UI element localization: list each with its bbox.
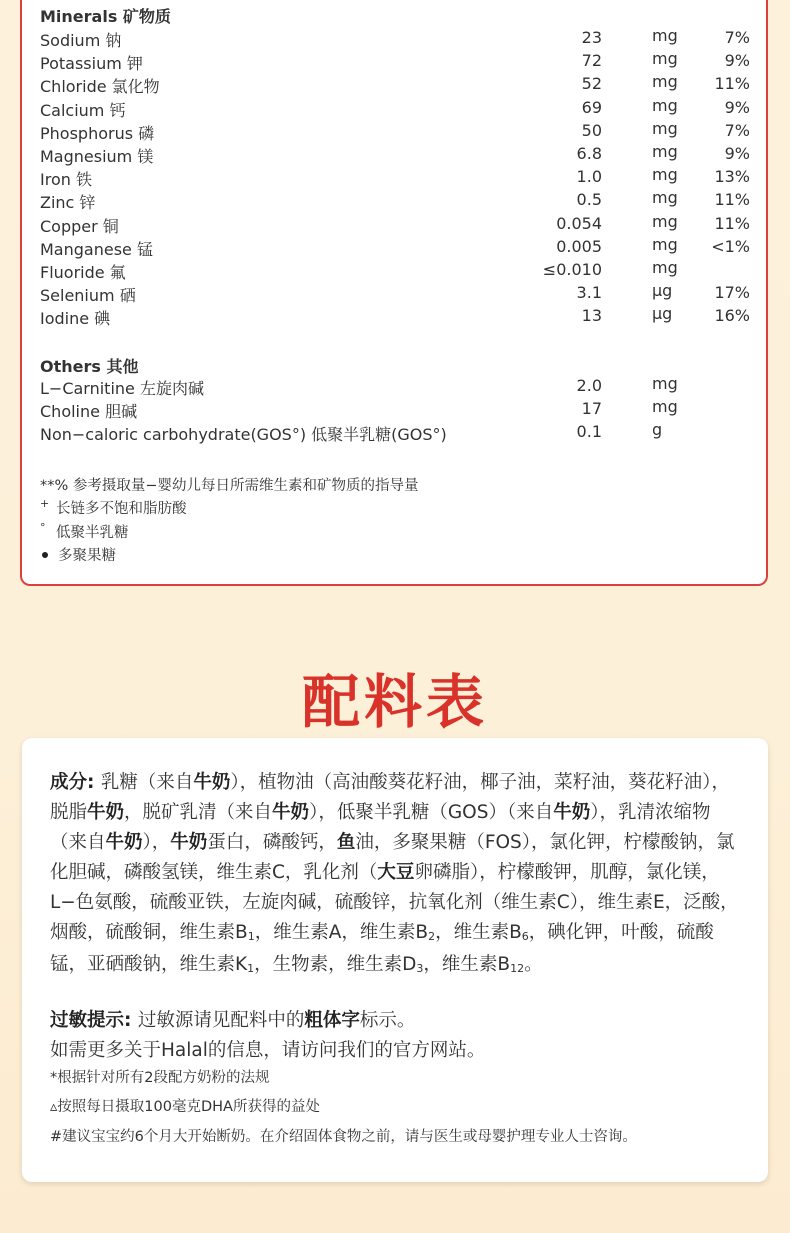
note-weaning: #建议宝宝约6个月大开始断奶。在介绍固体食物之前，请与医生或母婴护理专业人士咨询。 (50, 1129, 637, 1145)
nutrient-unit: mg (652, 118, 678, 138)
ingredients-panel (22, 738, 768, 1182)
nutrient-amount: 6.8 (576, 144, 602, 163)
nutrient-amount: 1.0 (576, 167, 602, 187)
footnote-reference: **% 参考摄取量−婴幼儿每日所需维生素和矿物质的指导量 (40, 478, 419, 494)
nutrient-unit: mg (652, 49, 678, 69)
halal-notice: 如需更多关于Halal的信息，请访问我们的官方网站。 (50, 1040, 486, 1061)
nutrient-name: Iron 铁 (40, 170, 92, 190)
nutrient-row (40, 234, 760, 259)
nutrition-panel (20, 0, 768, 586)
nutrient-pct: 11% (714, 190, 750, 210)
nutrient-unit: mg (652, 234, 678, 254)
nutrient-name: Magnesium 镁 (40, 147, 154, 166)
plus-symbol: + (40, 497, 50, 510)
bullet-dot-icon (42, 552, 48, 558)
note-dha: ▵按照每日摄取100毫克DHA所获得的益处 (50, 1099, 320, 1115)
nutrient-name: Calcium 钙 (40, 100, 126, 120)
nutrient-amount: 0.5 (576, 190, 602, 210)
nutrient-pct: 13% (714, 167, 750, 187)
nutrient-unit: mg (652, 165, 678, 185)
nutrient-pct: 11% (714, 74, 750, 94)
nutrient-amount: 0.054 (556, 213, 602, 233)
nutrient-unit: mg (652, 374, 678, 393)
nutrient-row (40, 144, 760, 166)
nutrient-name: L−Carnitine 左旋肉碱 (40, 379, 204, 398)
nutrient-row (40, 399, 760, 421)
nutrient-row (40, 306, 760, 328)
nutrient-row (40, 74, 760, 96)
nutrient-amount: 52 (581, 74, 602, 94)
nutrient-name: Potassium 钾 (40, 54, 143, 74)
nutrient-amount: 13 (581, 306, 602, 326)
nutrient-name: Zinc 锌 (40, 193, 96, 213)
nutrient-amount: 2.0 (576, 376, 602, 395)
nutrient-unit: mg (652, 142, 678, 161)
nutrient-unit: mg (652, 188, 678, 208)
nutrient-row (40, 118, 760, 143)
nutrient-pct: 9% (724, 97, 750, 117)
nutrient-name: Sodium 钠 (40, 31, 122, 50)
nutrient-row (40, 211, 760, 236)
nutrient-unit: mg (652, 72, 678, 92)
nutrient-row (40, 190, 760, 212)
nutrient-amount: 69 (581, 97, 602, 117)
nutrient-name: Phosphorus 磷 (40, 123, 155, 143)
nutrient-unit: μg (652, 304, 673, 324)
nutrient-name: Fluoride 氟 (40, 263, 126, 282)
nutrient-row (40, 28, 760, 50)
nutrient-amount: 72 (581, 51, 602, 71)
nutrient-amount: 17 (581, 399, 602, 419)
minerals-heading: Minerals 矿物质 (40, 7, 171, 26)
nutrient-row (40, 51, 760, 73)
nutrient-name: Choline 胆碱 (40, 402, 138, 422)
nutrient-pct: 17% (714, 283, 750, 303)
nutrient-amount: 0.005 (556, 236, 602, 256)
nutrient-name: Chloride 氯化物 (40, 77, 160, 97)
nutrient-pct: <1% (711, 236, 750, 256)
nutrient-unit: mg (652, 26, 678, 45)
allergy-notice: 过敏提示: 过敏源请见配料中的粗体字标示。 (50, 1010, 416, 1031)
nutrient-name: Non−caloric carbohydrate(GOS°) 低聚半乳糖(GOS°) (40, 425, 447, 445)
nutrient-pct: 7% (724, 120, 750, 140)
nutrient-unit: g (652, 420, 663, 440)
nutrient-name: Selenium 硒 (40, 286, 136, 306)
nutrient-row (40, 376, 760, 398)
section-title: 配料表 (301, 668, 488, 736)
nutrient-amount: 3.1 (576, 283, 602, 303)
ingredients-text: 成分: 乳糖（来自牛奶），植物油（高油酸葵花籽油，椰子油，菜籽油，葵花籽油），脱脂牛奶，脱矿乳清（来自牛奶），低聚半乳糖（GOS）（来自牛奶），乳清浓缩物（来自牛奶），牛奶蛋白，磷酸钙，鱼油，多聚果糖（FOS），氯化钾，柠檬酸钠，氯化胆碱，磷酸氢镁，维生素C，乳化剂（大豆卵磷脂），柠檬酸钾，肌醇，氯化镁，L−色氨酸，硫酸亚铁，左旋肉碱，硫酸锌，抗氧化剂（维生素C），维生素E，泛酸，烟酸，硫酸铜，维生素$B_1$，维生素A，维生素$B_2$，维生素$B_6$，碘化钾，叶酸，硫酸锰，亚硒酸钠，维生素$K_1$，生物素，维生素$D_3$，维生素$B_{12}$。 (50, 772, 739, 975)
note-regulation: *根据针对所有2段配方奶粉的法规 (50, 1070, 270, 1086)
others-heading: Others 其他 (40, 357, 139, 376)
nutrient-name: Manganese 锰 (40, 239, 153, 259)
nutrient-amount: 23 (581, 28, 602, 47)
nutrient-name: Iodine 碘 (40, 309, 111, 329)
nutrient-unit: mg (652, 397, 678, 417)
nutrient-amount: 50 (581, 120, 602, 140)
nutrient-unit: mg (652, 258, 678, 277)
nutrient-name: Copper 铜 (40, 216, 119, 236)
nutrient-pct: 16% (714, 306, 750, 326)
nutrient-row (40, 167, 760, 189)
nutrient-row (40, 422, 760, 444)
nutrient-pct: 11% (714, 213, 750, 233)
nutrient-row (40, 283, 760, 305)
nutrient-unit: mg (652, 95, 678, 115)
nutrient-unit: mg (652, 211, 678, 231)
footnote-plus: + 长链多不饱和脂肪酸 (40, 497, 187, 517)
nutrient-unit: μg (652, 281, 673, 301)
footnote-bullet: 多聚果糖 (40, 544, 116, 565)
footnote-degree: ° 低聚半乳糖 (40, 521, 129, 541)
nutrient-row (40, 260, 760, 282)
nutrient-amount: ≤0.010 (542, 260, 602, 279)
nutrient-pct: 9% (724, 51, 750, 71)
degree-symbol: ° (40, 521, 46, 534)
nutrient-row (40, 95, 760, 120)
nutrient-pct: 9% (724, 144, 750, 163)
nutrient-amount: 0.1 (576, 422, 602, 442)
nutrient-pct: 7% (724, 28, 750, 47)
